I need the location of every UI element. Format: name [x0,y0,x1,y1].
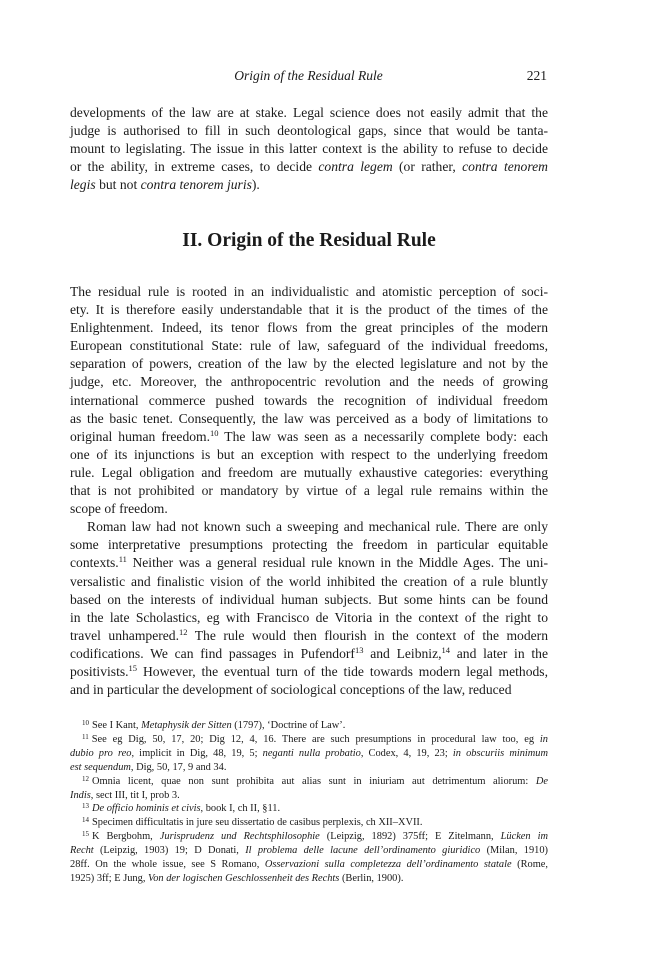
footnote-number: 13 [82,802,89,811]
text-line [70,591,548,609]
footnote-11 [70,733,548,775]
text-run: , Codex, 4, 19, 23; [360,747,453,759]
italic-text: in [539,733,548,745]
footnote-14 [70,816,548,830]
footnote-13 [70,802,548,816]
text-line [70,122,548,140]
text-line [70,464,548,482]
text-run: and later in the [450,645,548,661]
running-title: Origin of the Residual Rule [234,68,383,83]
text-run: separation of powers, creation of the law by the elected legislature and not by the [70,356,548,372]
italic-text: Von der logischen Geschlossenheit des Rechts [148,872,340,884]
text-line [70,554,548,572]
text-line [70,428,548,446]
text-run: but not [95,177,141,193]
text-run: as the basic tenet. Consequently, the law was perceived as a body of limitations to [70,410,548,426]
text-run: The rule would then flourish in the context of the modern [187,627,548,643]
text-run: However, the eventual turn of the tide towards modern legal methods, [137,663,548,679]
footnote-line [70,816,548,830]
text-line [70,319,548,337]
italic-text: dubio pro reo [70,747,132,759]
text-line [70,536,548,554]
text-run: rule. Legal obligation and freedom are mutually exhaustive categories: everything [70,464,548,480]
footnote-number: 15 [82,830,89,839]
text-line [70,176,548,194]
text-run: 28ff. On the whole issue, see S Romano, [70,859,265,871]
text-run: See eg Dig, 50, 17, 20; Dig 12, 4, 16. There are such presumptions in procedural law too, eg [91,733,540,745]
text-run: Omnia licent, quae non sunt prohibita aut alias sunt in iniuriam aut detrimentum aliorum: [92,775,536,787]
text-run: judge is authorised to fill in such deontological gaps, since that would be tanta- [70,123,548,139]
footnote-line [70,789,548,803]
text-line [70,645,548,663]
text-run: K Bergbohm, [92,831,160,843]
footnote-line [70,802,548,816]
footnote-ref: 13 [354,644,364,655]
footnote-line [70,719,548,733]
footnote-line [70,761,548,775]
footnote-ref: 14 [441,644,451,655]
text-line [70,627,548,645]
footnote-number: 11 [82,732,89,741]
footnote-ref: 12 [179,626,188,637]
text-run: , sect III, tit I, prob 3. [90,789,180,801]
text-run: (1797), ‘Doctrine of Law’. [231,720,346,731]
text-line [70,681,548,699]
paragraph-1 [70,283,548,518]
text-line [70,482,548,500]
text-run: mount to legislating. The issue in this latter context is the ability to refuse to decide [70,141,548,157]
text-run: (or rather, [392,159,463,175]
text-line [70,337,548,355]
text-run: and Leibniz, [363,645,442,661]
text-run: developments of the law are at stake. Legal science does not easily admit that the [70,105,548,120]
text-line [70,373,548,391]
text-run: ). [251,177,260,193]
footnote-ref: 11 [118,554,127,565]
text-run: codifications. We can find passages in Pufendorf [70,645,355,661]
footnote-ref: 10 [210,427,219,438]
page-number: 221 [526,68,547,83]
footnote-line [70,872,548,886]
text-run: or the ability, in extreme cases, to decide [70,159,319,175]
text-run: judge, etc. Moreover, the anthropocentric revolution and the needs of growing [70,374,548,390]
text-run: The residual rule is rooted in an individualistic and atomistic perception of soci- [70,284,548,299]
italic-text: Indis [70,789,91,801]
text-run: in the late Scholastics, eg with Francisco de Vitoria in the context of the right to [70,609,548,625]
text-run: international commerce pushed towards the recognition of individual freedom [70,392,548,408]
text-line [70,410,548,428]
text-line [70,158,548,176]
text-run: (Leipzig, 1903) 19; D Donati, [93,845,246,857]
text-run: (Rome, [511,859,548,871]
italic-text: est sequendum [70,761,131,773]
footnote-line [70,733,548,747]
text-run: Enlightenment. Indeed, its tenor flows from the great principles of the modern [70,320,548,336]
text-run: Neither was a general residual rule known in the Middle Ages. The uni- [126,555,548,571]
footnote-ref: 15 [128,662,138,673]
italic-text: Osservazioni sulla completezza dell’ordinamento statale [264,859,512,871]
text-run: travel unhampered. [70,627,179,643]
text-run: (Leipzig, 1892) 375ff; E Zitelmann, [319,831,501,843]
text-line [70,392,548,410]
text-run: 1925) 3ff; E Jung, [70,872,149,884]
text-run: scope of freedom. [70,501,168,517]
footnote-line [70,858,548,872]
footnote-number: 14 [82,816,89,825]
text-line [70,355,548,373]
text-line [70,500,548,518]
italic-text: De [535,775,548,787]
italic-text: neganti nulla probatio [262,747,361,759]
text-run: original human freedom. [70,428,211,444]
text-run: some interpretative presumptions protecting the freedom in particular equitable [70,537,548,553]
footnote-15 [70,830,548,886]
paragraph-2 [70,518,548,699]
text-run: (Berlin, 1900). [339,872,404,884]
footnote-line [70,844,548,858]
footnote-number: 10 [82,719,89,727]
italic-text: Lücken im [500,831,548,843]
paragraph-continued [70,104,548,194]
text-run: Specimen difficultatis in jure seu dissertatio de casibus perplexis, ch XII–XVII. [92,817,423,829]
text-run: The law was seen as a necessarily complete body: each [218,428,548,444]
footnote-10 [70,719,548,733]
text-line [70,609,548,627]
italic-text: in obscuriis minimum [452,747,548,759]
italic-text: Jurisprudenz und Rechtsphilosophie [159,831,320,843]
text-line [70,301,548,319]
text-line [70,104,548,122]
italic-text: legis [70,177,96,193]
text-run: European constitutional State: rule of law, safeguard of the individual freedoms, [70,338,548,354]
text-line [70,518,548,536]
italic-text: Il problema delle lacune dell’ordinamento giuridico [245,845,481,857]
running-head [70,68,547,86]
italic-text: De officio hominis et civis [92,803,201,815]
footnote-line [70,747,548,761]
text-run: that is not prohibited or mandatory by virtue of a legal rule remains within the [70,483,548,499]
text-run: ety. It is therefore easily understandable that it is the product of the times of the [70,302,548,318]
italic-text: contra legem [318,159,393,175]
text-run: (Milan, 1910) [480,845,548,857]
italic-text: Metaphysik der Sitten [141,720,232,731]
text-run: , Dig, 50, 17, 9 and 34. [130,761,227,773]
footnotes [70,719,548,886]
text-run: See I Kant, [92,720,142,731]
text-run: Roman law had not known such a sweeping and mechanical rule. There are only [87,519,548,535]
footnote-line [70,830,548,844]
text-run: positivists. [70,663,129,679]
italic-text: contra tenorem juris [140,177,252,193]
section-body [70,283,548,699]
text-line [70,140,548,158]
footnote-line [70,775,548,789]
text-run: one of its injunctions is but an exception with respect to the underlying freedom [70,446,548,462]
text-run: and in particular the development of sociological conceptions of the law, reduced [70,682,512,698]
text-line [70,283,548,301]
italic-text: contra tenorem [462,159,548,175]
italic-text: Recht [70,845,94,857]
text-run: , implicit in Dig, 48, 19, 5; [131,747,263,759]
text-run: contexts. [70,555,119,571]
footnote-12 [70,775,548,803]
text-line [70,446,548,464]
text-run: based on the interests of individual human subjects. But some hints can be found [70,591,548,607]
text-run: versalistic and finalistic vision of the world inhibited the creation of a rule bluntly [70,573,548,589]
text-run: , book I, ch II, §11. [200,803,281,815]
text-line [70,663,548,681]
text-line [70,573,548,591]
section-heading: II. Origin of the Residual Rule [182,230,436,251]
footnote-number: 12 [82,774,89,783]
